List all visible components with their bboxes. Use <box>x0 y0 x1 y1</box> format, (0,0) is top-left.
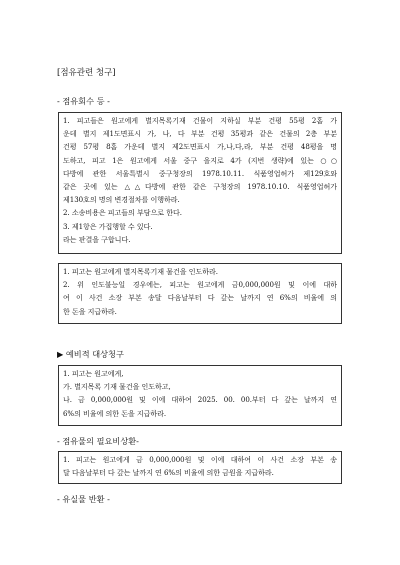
claim-box-delivery <box>58 263 342 324</box>
claim-line: 여 이 사건 소장 부본 송달 다음날부터 다 갚는 날까지 연 6%의 비율에 의 <box>63 293 337 303</box>
heading-possession-recovery: - 점유회수 등 - <box>57 96 110 106</box>
claim-line: 라는 판결을 구합니다. <box>63 234 131 244</box>
claim-line: 건평 57평 8홉 가운데 별지 제2도면표시 가,나,다,라, 부분 건평 48평을 명 <box>63 142 337 152</box>
claim-line: 한 돈을 지급하라. <box>63 306 117 316</box>
claim-line: 가. 별지목록 기재 물건을 인도하고, <box>63 382 171 392</box>
claim-line: 1. 피고는 원고에게 별지목록기재 물건을 인도하라. <box>63 267 218 276</box>
heading-preliminary-claim: ▶ 예비적 대상청구 <box>57 349 124 359</box>
claim-line: 6%의 비율에 의한 돈을 지급하라. <box>63 408 167 418</box>
claim-box-possession <box>58 112 342 254</box>
claim-line: 1. 피고들은 원고에게 별지목록기재 건물이 지하실 부분 건평 55평 2홉 가 <box>63 116 337 125</box>
claim-line: 다방에 관한 서울특별시 중구청장의 1978.10.11. 식품영업허가 제129호와 <box>63 168 337 178</box>
heading-necessary-expenses: - 점유물의 필요비상환- <box>57 436 139 446</box>
claim-box-preliminary <box>58 365 342 426</box>
claim-line: 1. 피고는 원고에게, <box>63 369 124 378</box>
heading-lost-property-return: - 유실물 반환 - <box>57 494 110 504</box>
claim-line: 제130호의 명의 변경절차를 이행하라. <box>63 195 180 205</box>
claim-line: 3. 제1항은 가집행할 수 있다. <box>63 221 153 231</box>
claim-line: 같은 곳에 있는 △△다방에 관한 같은 구청장의 1978.10.10. 식품영업허가 <box>63 182 337 192</box>
claim-line: 2. 소송비용은 피고들의 부담으로 한다. <box>63 208 182 218</box>
claim-line: 2. 위 인도불능일 경우에는, 피고는 원고에게 금0,000,000원 및 이에 대하 <box>63 280 337 290</box>
claim-box-expenses <box>58 451 342 484</box>
claim-line: 1. 피고는 원고에게 금 0,000,000원 및 이에 대하여 이 사건 소장 부본 송 <box>63 455 337 464</box>
claim-line: 운데 별지 제1도면표시 가, 나, 다 부분 건평 35평과 같은 건물의 2층 부분 <box>63 129 337 139</box>
section-title: [점유관련 청구] <box>57 68 116 78</box>
claim-line: 나. 금 0,000,000원 및 이에 대하여 2025. 00. 00.부터 다 갚는 날까지 연 <box>63 395 337 405</box>
claim-line: 도하고, 피고 1은 원고에게 서울 중구 을지로 4가 (지번 생략)에 있는 ○○ <box>63 155 337 165</box>
claim-line: 달 다음날부터 다 갚는 날까지 연 6%의 비율에 의한 금원을 지급하라. <box>63 468 274 478</box>
